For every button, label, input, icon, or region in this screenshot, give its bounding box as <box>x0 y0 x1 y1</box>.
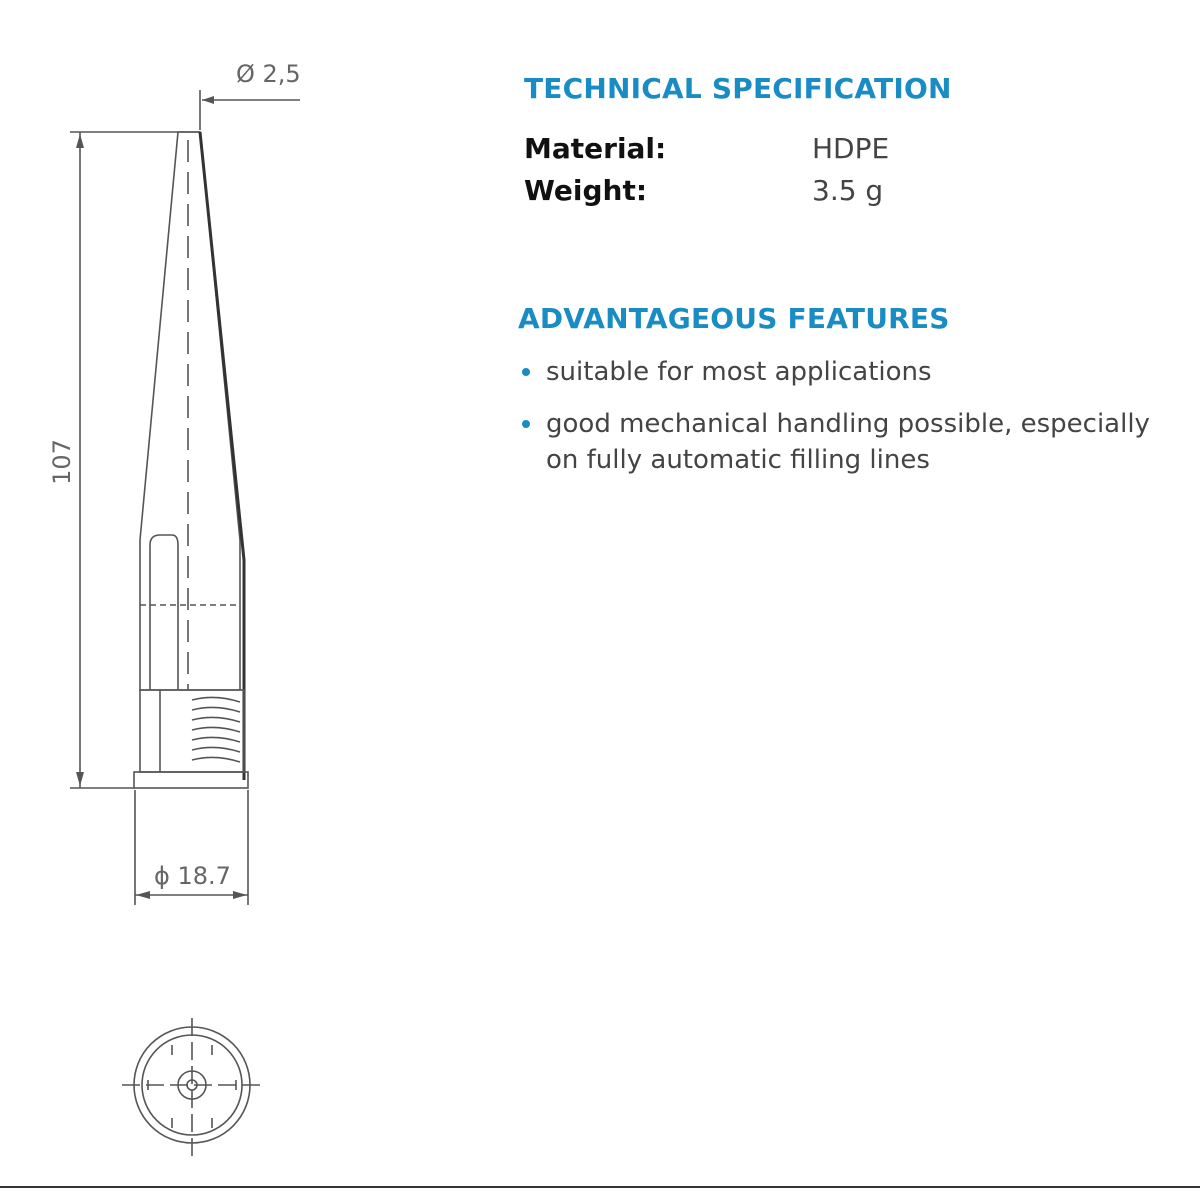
bullet-icon <box>522 368 530 376</box>
technical-drawing <box>0 0 480 1200</box>
length-arrow-bottom <box>76 772 84 786</box>
spec-value: HDPE <box>812 132 890 165</box>
nozzle-flange <box>134 772 248 788</box>
technical-specification-heading: TECHNICAL SPECIFICATION <box>524 72 952 105</box>
feature-text: suitable for most applications <box>546 357 932 387</box>
feature-text: good mechanical handling possible, especially on fully automatic filling lines <box>546 409 1150 475</box>
tip-diameter-label: Ø 2,5 <box>236 60 301 88</box>
base-diameter-label: ϕ 18.7 <box>154 862 231 890</box>
list-item <box>518 406 1188 478</box>
features-list <box>518 354 1188 494</box>
thread-lines <box>192 697 240 762</box>
spec-label: Weight: <box>524 174 648 207</box>
bottom-view <box>122 1018 262 1160</box>
base-arrow-right <box>233 891 247 899</box>
bottom-divider <box>0 1186 1200 1188</box>
spec-value: 3.5 g <box>812 174 884 207</box>
list-item <box>518 354 1188 390</box>
base-arrow-left <box>136 891 150 899</box>
length-label: 107 <box>48 439 76 485</box>
tip-dimension-arrow <box>202 96 214 104</box>
spec-label: Material: <box>524 132 667 165</box>
nozzle-cone-outline <box>140 132 240 690</box>
nozzle-drawing-svg <box>0 0 480 1200</box>
length-arrow-top <box>76 134 84 148</box>
bullet-icon <box>522 420 530 428</box>
advantageous-features-heading: ADVANTAGEOUS FEATURES <box>518 302 950 335</box>
nozzle-fin-left <box>150 535 178 690</box>
nozzle-cone-shadow-edge <box>200 132 244 780</box>
